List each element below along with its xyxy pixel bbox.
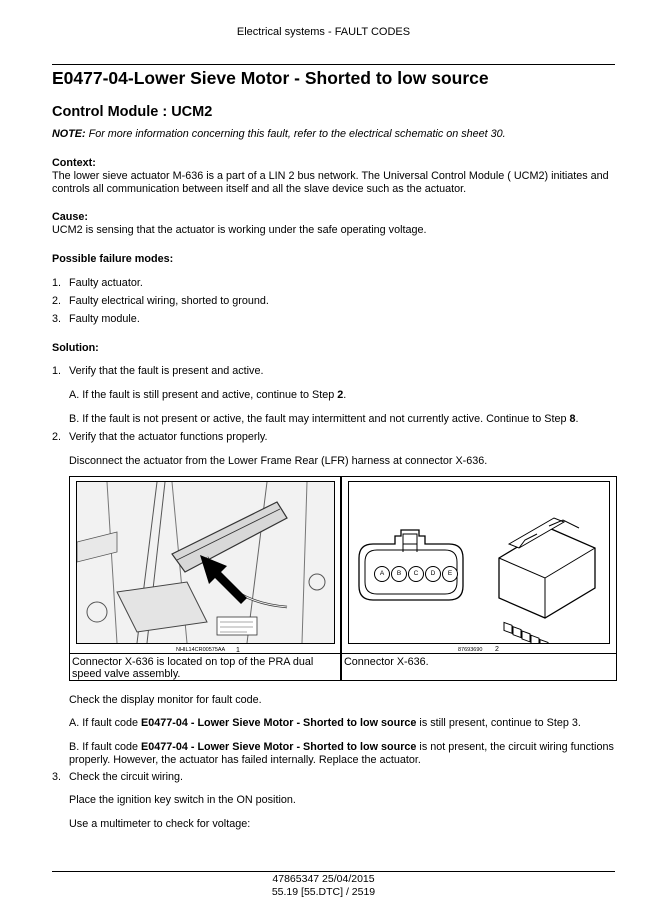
fault-code-reference: E0477-04 - Lower Sieve Motor - Shorted to low source xyxy=(141,717,417,729)
substep-text: A. If the fault is still present and active, continue to Step xyxy=(69,389,338,401)
check-display: Check the display monitor for fault code. xyxy=(69,694,262,706)
connector-x636-drawing xyxy=(349,482,609,643)
note-text: For more information concerning this fault, refer to the electrical schematic on sheet 30. xyxy=(88,128,506,140)
figure-2-image xyxy=(348,481,610,644)
step3-ignition: Place the ignition key switch in the ON position. xyxy=(69,794,296,806)
substep-1b xyxy=(69,413,579,426)
substep-text-end: is not present, the circuit wiring functions properly. However, the actuator has failed internally. Replace the actuator. xyxy=(69,741,614,766)
substep-a xyxy=(69,717,617,730)
cause-label: Cause: xyxy=(52,211,89,223)
cause-text: UCM2 is sensing that the actuator is working under the safe operating voltage. xyxy=(52,224,427,236)
substep-text-end: is still present, continue to Step 3. xyxy=(416,717,581,729)
failure-mode-number: 3. xyxy=(52,313,62,325)
figure-1-code: NHIL14CR00575AA xyxy=(176,647,226,653)
failure-mode-text: Faulty module. xyxy=(69,313,140,325)
figure-1-image xyxy=(76,481,335,644)
failure-mode-number: 2. xyxy=(52,295,62,307)
substep-text: B. If the fault is not present or active, the fault may intermittent and not currently active. Continue to Step xyxy=(69,413,570,425)
step-text: Check the circuit wiring. xyxy=(69,771,184,783)
substep-1a xyxy=(69,389,346,402)
step-text: Verify that the fault is present and active. xyxy=(69,365,264,377)
footer-page-number: 55.19 [55.DTC] / 2519 xyxy=(271,886,376,898)
substep-text-end: . xyxy=(343,389,347,401)
footer-document-id: 47865347 25/04/2015 xyxy=(272,873,375,885)
step-reference: 2 xyxy=(337,389,344,401)
substep-text-end: . xyxy=(575,413,579,425)
footer-rule xyxy=(52,871,615,872)
failure-mode-number: 1. xyxy=(52,277,62,289)
control-module-heading: Control Module : UCM2 xyxy=(52,104,213,120)
failure-modes-label: Possible failure modes: xyxy=(52,253,174,265)
context-text: The lower sieve actuator M-636 is a part of a LIN 2 bus network. The Universal Control Module ( UCM2) initiates and controls all communication between itself and all the slave device such as the actuator. xyxy=(52,170,609,195)
page-header: Electrical systems - FAULT CODES xyxy=(236,26,411,38)
substep-b xyxy=(69,741,617,766)
step-reference: 8 xyxy=(569,413,576,425)
step-text: Verify that the actuator functions properly. xyxy=(69,431,268,443)
step-number: 2. xyxy=(52,431,62,443)
step2-detail: Disconnect the actuator from the Lower Frame Rear (LFR) harness at connector X-636. xyxy=(69,455,488,467)
figure-2-caption: Connector X-636. xyxy=(344,656,429,668)
figure-2-divider xyxy=(342,653,616,654)
step3-multimeter: Use a multimeter to check for voltage: xyxy=(69,818,251,830)
figure-1-divider xyxy=(70,653,340,654)
figure-2-frame xyxy=(341,476,617,681)
page-title: E0477-04-Lower Sieve Motor - Shorted to low source xyxy=(52,68,489,88)
figure-2-number: 2 xyxy=(495,646,499,653)
solution-label: Solution: xyxy=(52,342,99,354)
failure-mode-text: Faulty electrical wiring, shorted to ground. xyxy=(69,295,269,307)
figure-1-caption: Connector X-636 is located on top of the PRA dual speed valve assembly. xyxy=(72,656,314,680)
pin-label: E xyxy=(442,566,458,582)
note xyxy=(52,128,617,141)
header-rule xyxy=(52,64,615,65)
fault-code-reference: E0477-04 - Lower Sieve Motor - Shorted to low source xyxy=(141,741,417,753)
connector-pins xyxy=(374,565,458,583)
step-number: 3. xyxy=(52,771,62,783)
pin-label: A xyxy=(374,566,390,582)
failure-mode-text: Faulty actuator. xyxy=(69,277,143,289)
step-number: 1. xyxy=(52,365,62,377)
substep-text: A. If fault code xyxy=(69,717,142,729)
figure-1-number: 1 xyxy=(236,647,240,654)
pin-label: C xyxy=(408,566,424,582)
substep-text: B. If fault code xyxy=(69,741,142,753)
note-label: NOTE: xyxy=(52,128,86,140)
figure-2-code: 87693690 xyxy=(458,647,483,653)
pointer-arrow-icon xyxy=(195,550,255,610)
figure-1-frame xyxy=(69,476,341,681)
pin-label: D xyxy=(425,566,441,582)
context-label: Context: xyxy=(52,157,96,169)
pin-label: B xyxy=(391,566,407,582)
